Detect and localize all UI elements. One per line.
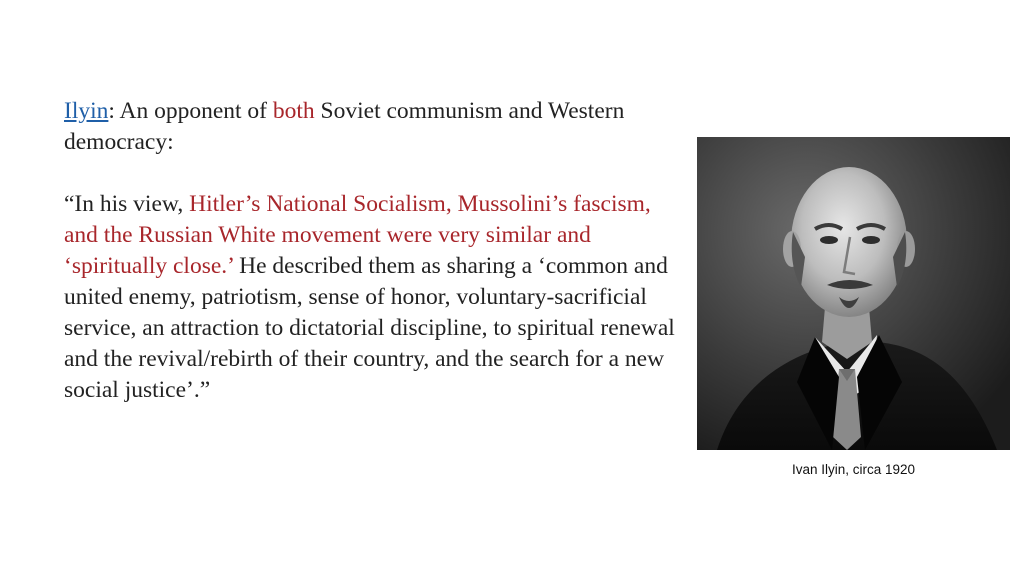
quote-paragraph [64, 189, 684, 406]
quote-rest: He described them as sharing a ‘common and united enemy, patriotism, sense of honor, voluntary-sacrificial service, an attraction to dictatorial discipline, to spiritual renewal and the revival/rebirth of their country, and the search for a new social justice’.” [64, 253, 675, 403]
ilyin-link[interactable]: Ilyin [64, 98, 109, 124]
quote-open: “In his view, [64, 191, 190, 217]
portrait-illustration [697, 137, 1010, 450]
intro-paragraph [64, 96, 684, 158]
slide-text [64, 96, 684, 406]
intro-text-2: Soviet communism and Western democracy: [64, 98, 625, 155]
intro-highlight: both [272, 98, 315, 124]
quote-highlight: Hitler’s National Socialism, Mussolini’s fascism, and the Russian White movement were very similar and ‘spiritually close.’ [64, 191, 651, 279]
portrait-photo [697, 137, 1010, 450]
photo-caption: Ivan Ilyin, circa 1920 [791, 462, 916, 477]
intro-text-1: : An opponent of [108, 98, 273, 124]
